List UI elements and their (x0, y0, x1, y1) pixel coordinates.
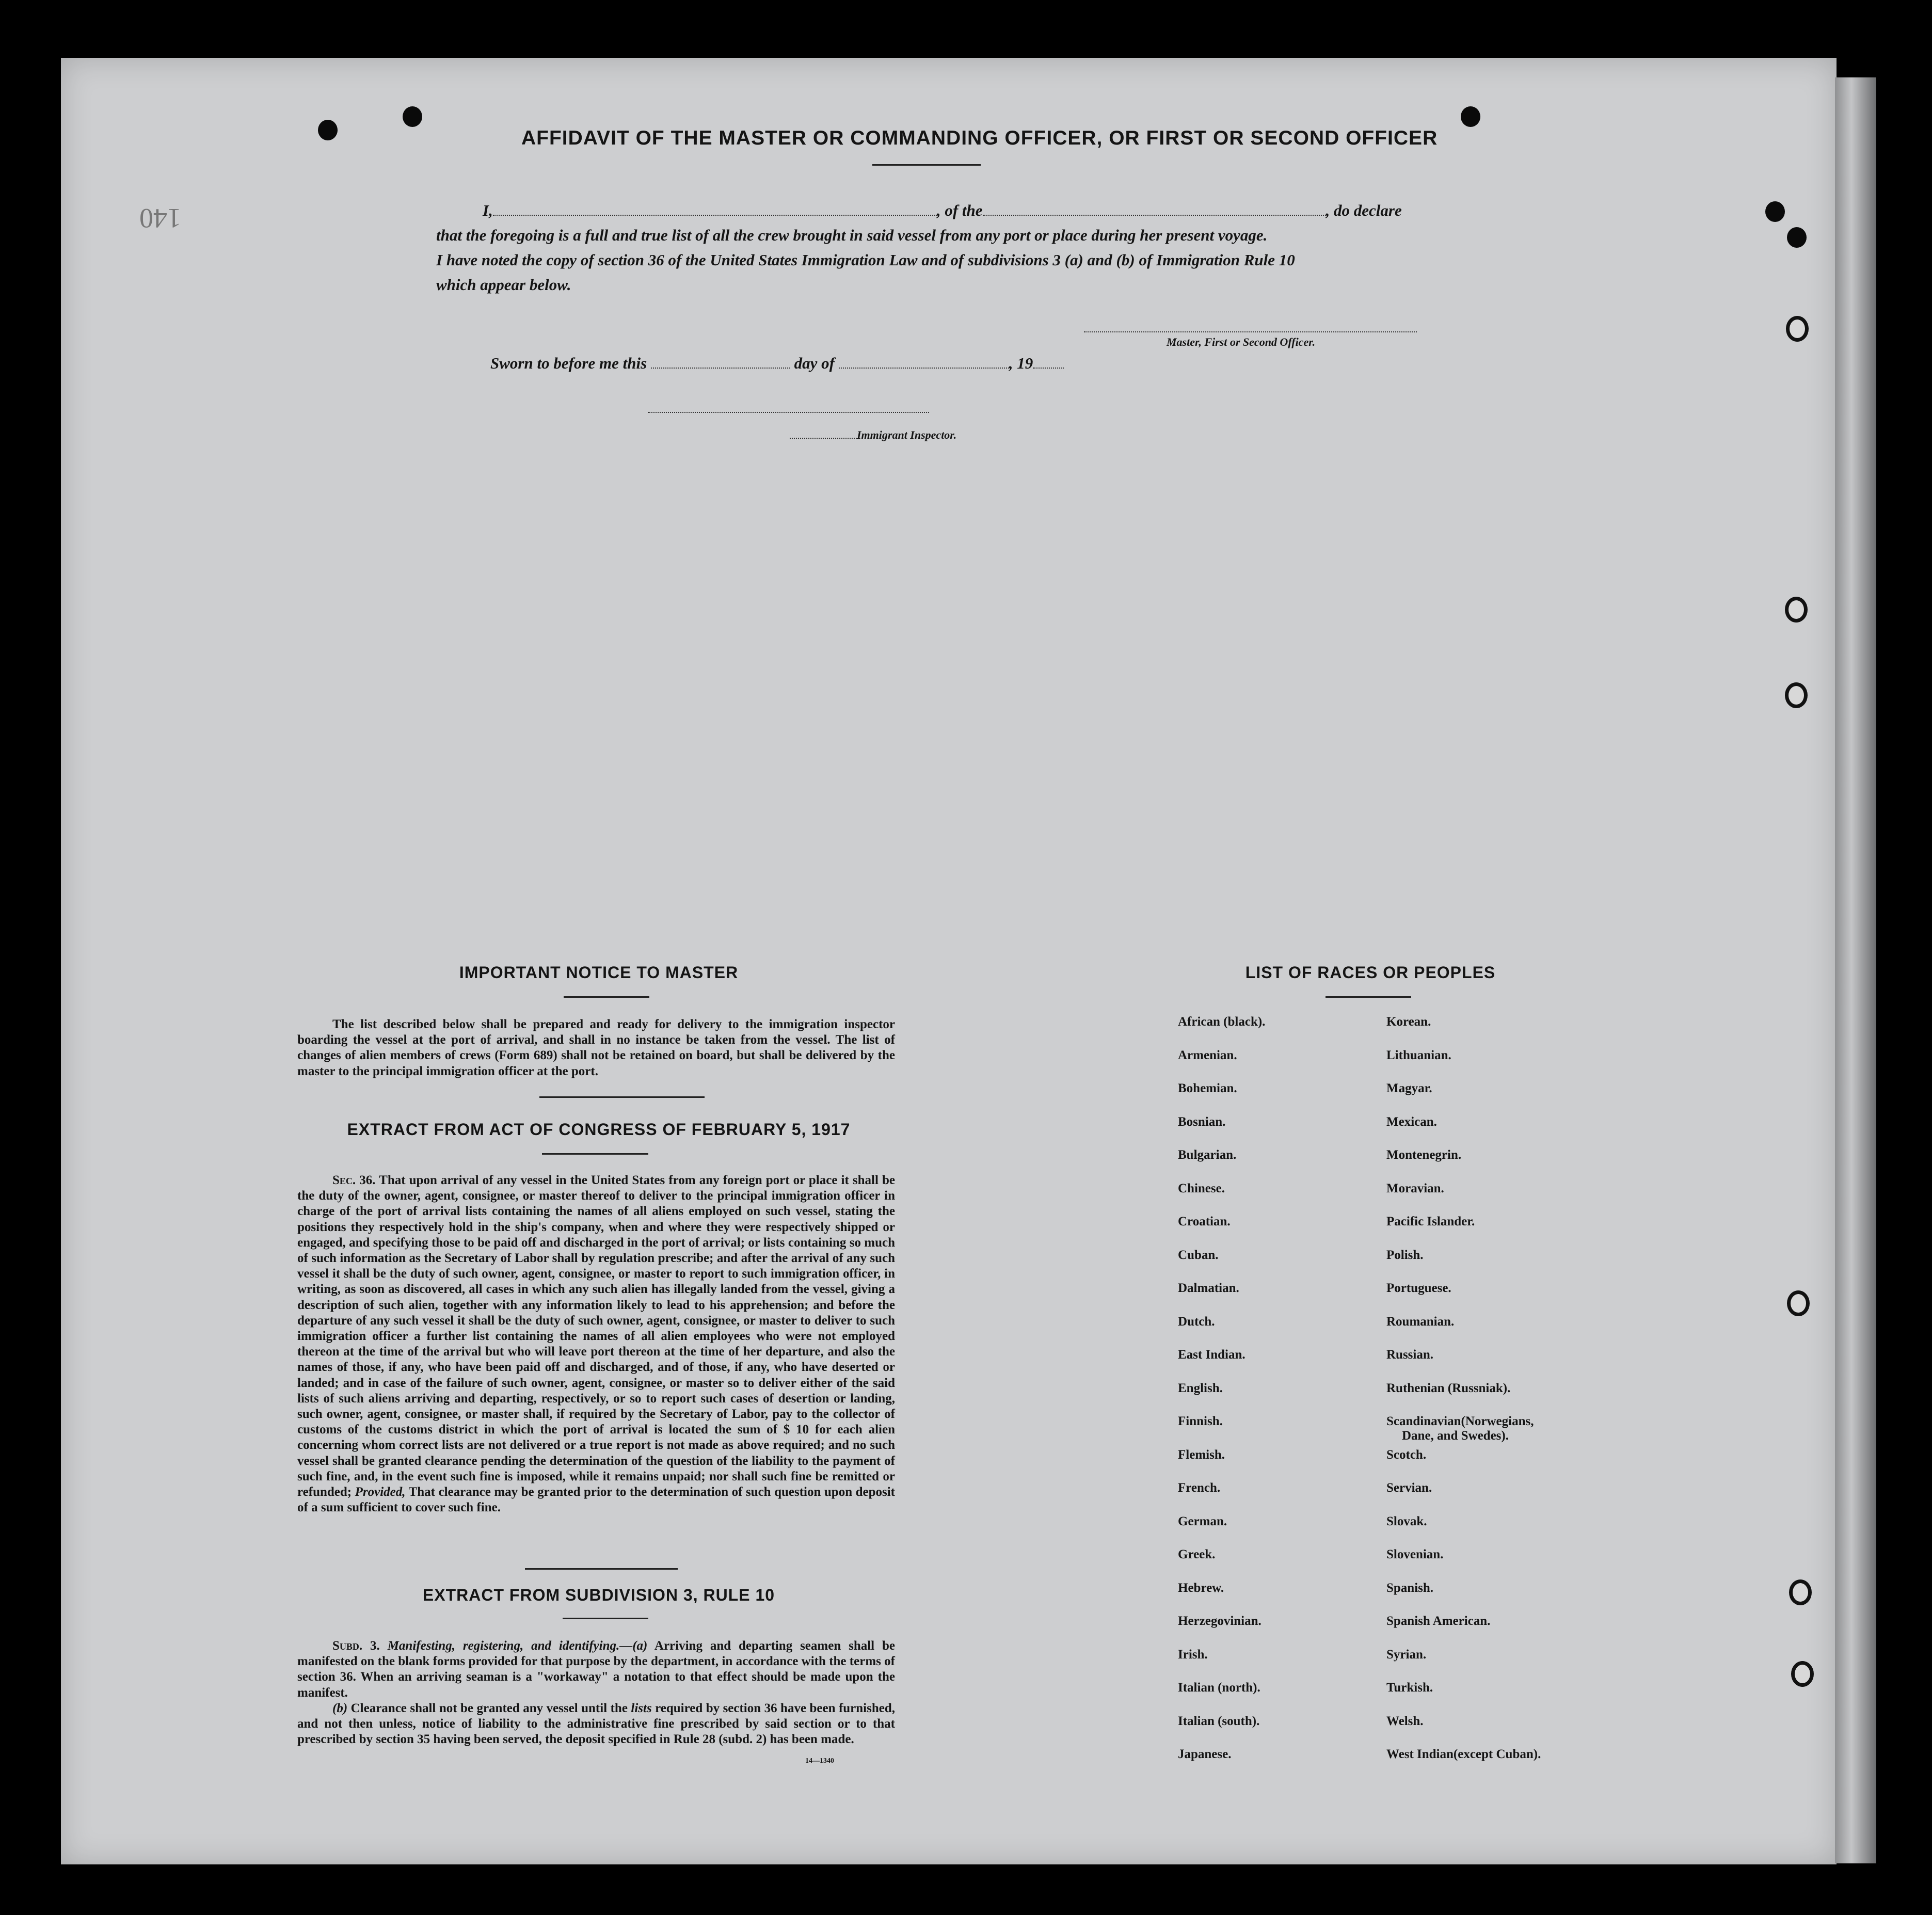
declaration-line-4: which appear below. (436, 276, 571, 294)
document-page (61, 58, 1837, 1864)
race-item: Cuban. (1178, 1248, 1219, 1262)
race-item: Roumanian. (1386, 1314, 1455, 1329)
races-right-column (1386, 1015, 1541, 1781)
race-item: Lithuanian. (1386, 1048, 1451, 1062)
binder-ring-icon (1785, 597, 1808, 623)
name-blank[interactable] (493, 215, 937, 216)
races-left-column (1178, 1015, 1265, 1781)
race-item: Dutch. (1178, 1314, 1215, 1329)
lists-label: lists (631, 1701, 652, 1715)
race-item: Slovenian. (1386, 1547, 1444, 1561)
race-item: Portuguese. (1386, 1281, 1451, 1295)
race-item: Greek. (1178, 1547, 1216, 1561)
i-label: I, (483, 201, 493, 219)
race-item: Russian. (1386, 1348, 1434, 1362)
punch-hole (1787, 227, 1807, 248)
race-item: Japanese. (1178, 1747, 1232, 1761)
day-blank[interactable] (651, 368, 790, 369)
inspector-line (790, 428, 956, 442)
inspector-label: Immigrant Inspector. (857, 428, 957, 441)
race-item: Dalmatian. (1178, 1281, 1239, 1295)
race-item: Scotch. (1386, 1447, 1427, 1462)
divider (1326, 996, 1411, 998)
race-item: African (black). (1178, 1015, 1266, 1029)
affidavit-title: AFFIDAVIT OF THE MASTER OR COMMANDING OFFICER, OR FIRST OR SECOND OFFICER (521, 127, 1438, 149)
divider (563, 1618, 648, 1619)
race-item: West Indian(except Cuban). (1386, 1747, 1541, 1761)
race-item: Korean. (1386, 1015, 1431, 1029)
subd-text-b2: required by section 36 have been furnished, and not then unless, notice of liability to the administrative fine prescribed by said section or to that prescribed by section 35 having been served, the deposit specified in Rule 28 (subd. 2) has been made. (297, 1701, 896, 1747)
divider (564, 996, 649, 998)
divider (542, 1153, 648, 1155)
race-item: Bohemian. (1178, 1081, 1237, 1095)
master-signature-line[interactable] (1084, 331, 1417, 332)
margin-page-number: 140 (139, 203, 181, 234)
punch-hole (1461, 106, 1480, 127)
binder-ring-icon (1789, 1579, 1812, 1605)
month-blank[interactable] (839, 368, 1009, 369)
race-item: Irish. (1178, 1647, 1208, 1662)
race-item-line: Scandinavian(Norwegians, (1386, 1414, 1534, 1428)
notice-title: IMPORTANT NOTICE TO MASTER (459, 963, 739, 982)
rule-title: EXTRACT FROM SUBDIVISION 3, RULE 10 (422, 1586, 775, 1604)
sworn-label: Sworn to before me this (490, 354, 647, 372)
race-item: German. (1178, 1514, 1227, 1528)
punch-hole (1765, 201, 1785, 222)
do-declare-label: , do declare (1326, 201, 1402, 219)
of-the-label: , of the (936, 201, 983, 219)
page-edge (1835, 77, 1876, 1863)
punch-hole (318, 120, 338, 140)
form-number: 14—1340 (805, 1757, 834, 1765)
race-item: Herzegovinian. (1178, 1614, 1262, 1628)
declaration-line-3: I have noted the copy of section 36 of the United States Immigration Law and of subdivisions 3 (a) and (b) of Immigration Rule 10 (436, 251, 1295, 269)
race-item: Flemish. (1178, 1447, 1225, 1462)
master-signature-label: Master, First or Second Officer. (1167, 336, 1316, 348)
sec-label: Sec. 36. (332, 1173, 376, 1187)
binder-ring-icon (1787, 1290, 1810, 1316)
race-item: Spanish. (1386, 1581, 1434, 1595)
divider (525, 1568, 678, 1570)
race-item: Italian (north). (1178, 1681, 1260, 1695)
sec-text: That upon arrival of any vessel in the United States from any foreign port or place it shall be the duty of the owner, agent, consignee, or master thereof to deliver to the principal immigration officer in charge of the port of arrival lists containing the names of all aliens employed on such vessel, stating the positions they respectively hold in the ship's company, when and where they were respectively shipped or engaged, and specifying those to be paid off and discharged in the port of arrival; or lists containing so much of such information as the Secretary of Labor shall by regulation prescribe; and after the arrival of any such vessel it shall be the duty of such owner, agent, consignee, or master to report to such immigration officer, in writing, as soon as discovered, all cases in which any such alien has illegally landed from the vessel, giving a description of such alien, together with any information likely to lead to his apprehension; and before the departure of any such vessel it shall be the duty of such owner, agent, consignee, or master to deliver to such immigration officer a further list containing the names of all alien employees who were not employed thereon at the time of the arrival but who will leave port thereon at the time of her departure, and also the names of those, if any, who have been paid off and discharged, and of those, if any, who have deserted or landed; and in case of the failure of such owner, agent, consignee, or master so to deliver either of the said lists of such aliens arriving and departing, respectively, or so to report such cases of desertion or landing, such owner, agent, consignee, or master shall, if required by the Secretary of Labor, pay to the collector of customs of the customs district in which the port of arrival is located the sum of $ 10 for each alien concerning whom correct lists are not delivered or a true report is not made as above required; and no such vessel shall be granted clearance pending the determination of the question of the liability to the payment of such fine, and, in the event such fine is imposed, while it remains unpaid; nor shall such fine be remitted or refunded; (297, 1173, 895, 1499)
subd-heading: Manifesting, registering, and identifying.—(a) (387, 1639, 648, 1653)
vessel-blank[interactable] (983, 215, 1326, 216)
act-title: EXTRACT FROM ACT OF CONGRESS OF FEBRUARY 5, 1917 (347, 1120, 851, 1139)
race-item-line: Dane, and Swedes). (1402, 1429, 1509, 1443)
race-item: Italian (south). (1178, 1714, 1260, 1728)
race-item: Mexican. (1386, 1114, 1437, 1129)
race-item: Turkish. (1386, 1681, 1433, 1695)
provided-label: Provided, (355, 1485, 406, 1499)
race-item: Pacific Islander. (1386, 1215, 1475, 1228)
race-item: Spanish American. (1386, 1614, 1491, 1628)
divider (539, 1096, 705, 1098)
race-item: Montenegrin. (1386, 1148, 1462, 1162)
sworn-line (490, 354, 1064, 373)
race-item: Hebrew. (1178, 1581, 1224, 1595)
race-item: Ruthenian (Russniak). (1386, 1381, 1511, 1395)
race-item: Polish. (1386, 1248, 1424, 1262)
race-item: English. (1178, 1381, 1223, 1395)
race-item (1386, 1414, 1541, 1448)
subd-text-a: Arriving and departing seamen shall be manifested on the blank forms provided for that purpose by the department, in accordance with the terms of section 36. When an arriving seaman is a "workaway" a notation to that effect should be made upon the manifest. (297, 1639, 896, 1700)
sec-text-end: That clearance may be granted prior to the determination of such question upon deposit of a sum sufficient to cover such fine. (297, 1485, 896, 1515)
subd-text-b1: Clearance shall not be granted any vessel until the (350, 1701, 628, 1715)
race-item: Croatian. (1178, 1215, 1231, 1228)
day-of-label: day of (794, 354, 835, 372)
inspector-signature-line[interactable] (648, 412, 929, 413)
race-item: Slovak. (1386, 1514, 1427, 1528)
year-blank[interactable] (1033, 368, 1064, 369)
race-item: French. (1178, 1481, 1221, 1495)
binder-ring-icon (1791, 1661, 1814, 1687)
notice-text: The list described below shall be prepared and ready for delivery to the immigration inspector boarding the vessel at the port of arrival, and shall in no instance be taken from the vessel. The list of changes of alien members of crews (Form 689) shall not be retained on board, but shall be delivered by the master to the principal immigration officer at the port. (297, 1017, 895, 1078)
rule-text (297, 1638, 895, 1747)
race-item: Bosnian. (1178, 1114, 1226, 1129)
subd-label: Subd. 3. (332, 1639, 380, 1653)
race-item: Chinese. (1178, 1181, 1225, 1195)
binder-ring-icon (1785, 682, 1808, 708)
inspector-dotted (790, 438, 857, 439)
punch-hole (403, 106, 422, 127)
b-label: (b) (332, 1701, 348, 1715)
race-item: Armenian. (1178, 1048, 1237, 1062)
races-title: LIST OF RACES OR PEOPLES (1245, 963, 1496, 982)
race-item: Servian. (1386, 1481, 1432, 1495)
race-item: Moravian. (1386, 1181, 1444, 1195)
race-item: Bulgarian. (1178, 1148, 1237, 1162)
declaration-line-2: that the foregoing is a full and true list of all the crew brought in said vessel from any port or place during her present voyage. (436, 226, 1268, 244)
year-label: , 19 (1009, 354, 1033, 372)
race-item: Finnish. (1178, 1414, 1223, 1428)
binder-ring-icon (1786, 316, 1809, 342)
act-text (297, 1173, 895, 1515)
race-item: Magyar. (1386, 1081, 1432, 1095)
race-item: Syrian. (1386, 1647, 1427, 1662)
race-item: East Indian. (1178, 1348, 1246, 1362)
declaration-line-1 (483, 201, 1402, 220)
race-item: Welsh. (1386, 1714, 1424, 1728)
divider (872, 164, 981, 166)
